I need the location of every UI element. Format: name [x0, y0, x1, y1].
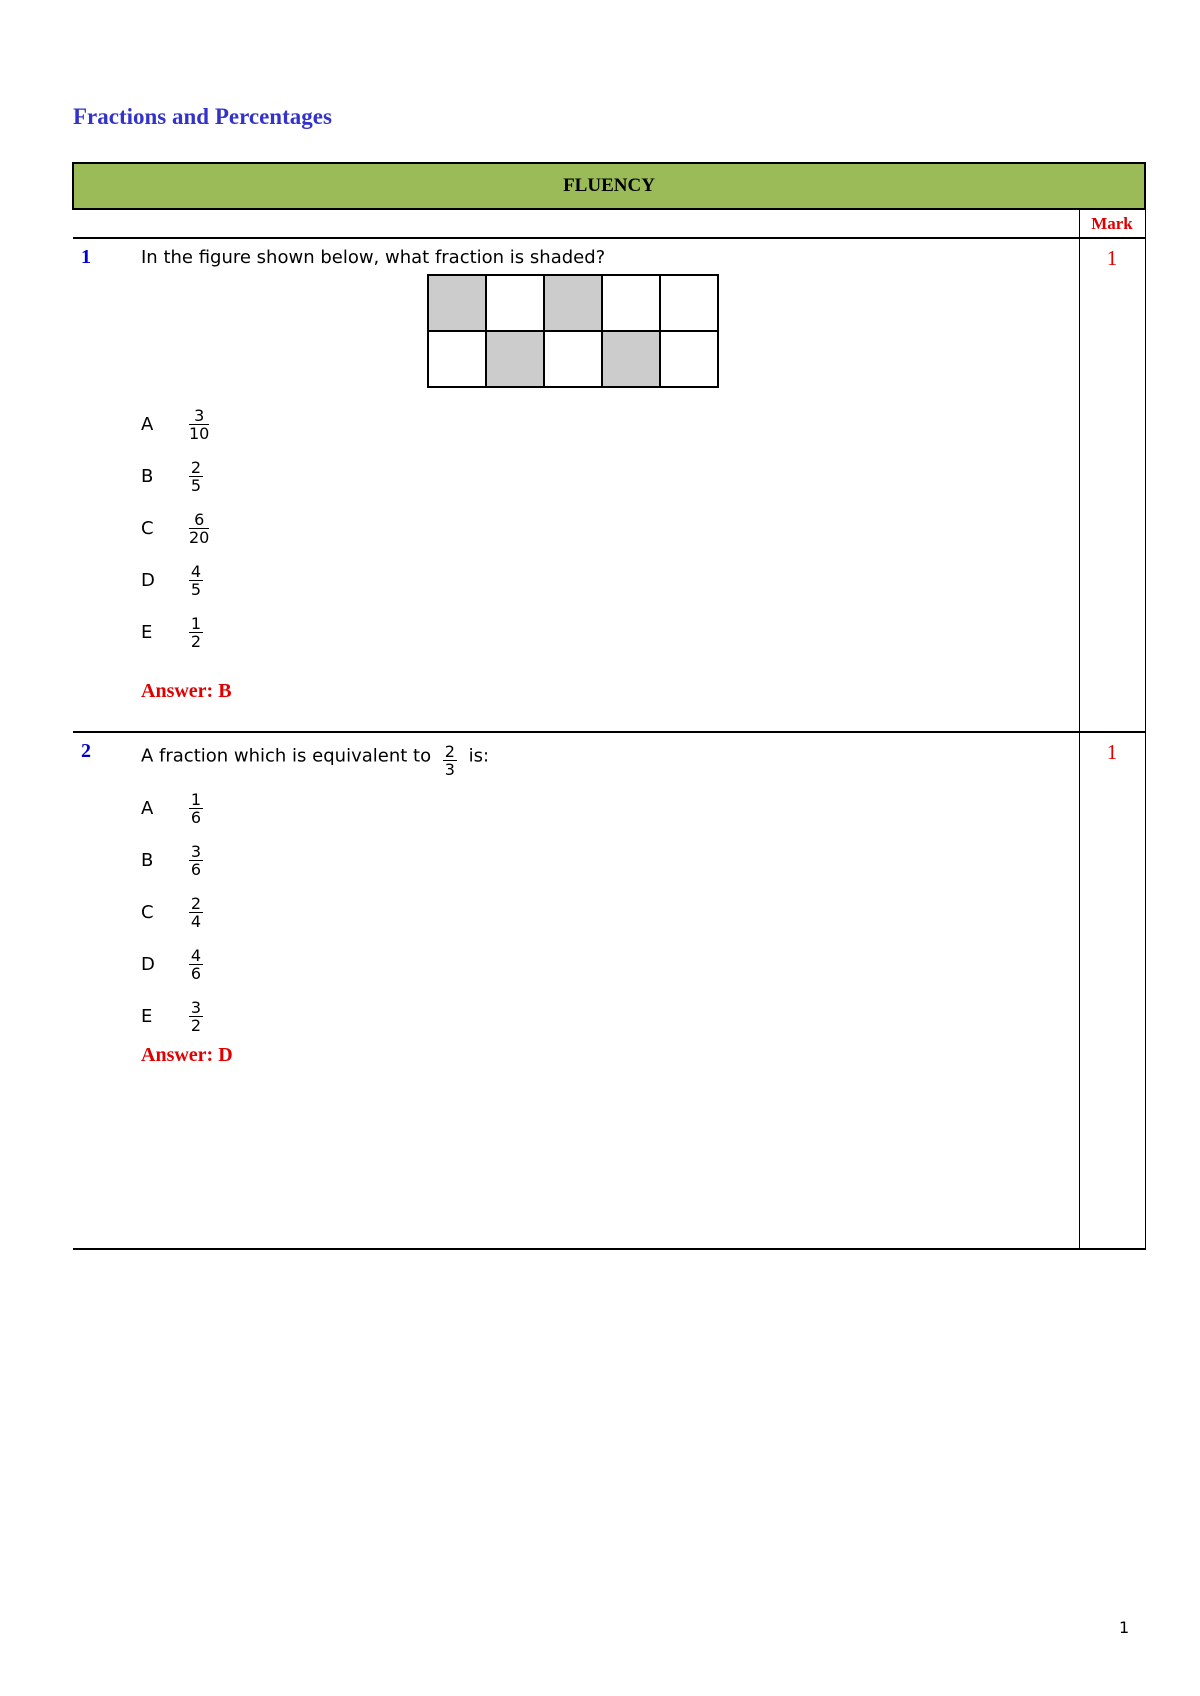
- option-c: [141, 502, 1079, 554]
- denominator: 2: [190, 631, 202, 651]
- denominator: 6: [190, 963, 202, 983]
- option-e: [141, 990, 1079, 1042]
- denominator: 10: [189, 423, 210, 443]
- option-letter: A: [141, 797, 154, 819]
- denominator: 20: [189, 527, 210, 547]
- numerator: 2: [190, 457, 202, 477]
- option-fraction: [189, 791, 203, 826]
- option-d: [141, 554, 1079, 606]
- option-fraction: [189, 407, 209, 442]
- option-fraction: [189, 459, 203, 494]
- question-text-after: is:: [468, 745, 490, 767]
- question-number: 2: [73, 732, 141, 1249]
- question-mark: 1: [1079, 238, 1145, 732]
- grid-cell-shaded: [544, 275, 602, 331]
- option-fraction: [189, 999, 203, 1034]
- grid-cell: [660, 331, 718, 387]
- question-body: [141, 238, 1079, 732]
- question-table: [72, 162, 1146, 1250]
- option-d: [141, 938, 1079, 990]
- option-letter: D: [141, 569, 155, 591]
- mark-header-row: [73, 209, 1145, 238]
- option-fraction: [189, 895, 203, 930]
- option-letter: C: [141, 901, 154, 923]
- inline-fraction: [443, 743, 457, 778]
- option-b: [141, 834, 1079, 886]
- answer-text: Answer: B: [141, 680, 232, 702]
- option-letter: E: [141, 621, 153, 643]
- numerator: 6: [194, 509, 205, 529]
- numerator: 4: [190, 945, 202, 965]
- option-letter: B: [141, 465, 154, 487]
- question-number: 1: [73, 238, 141, 732]
- page-number: 1: [1119, 1618, 1130, 1637]
- option-letter: C: [141, 517, 154, 539]
- numerator: 2: [444, 742, 455, 761]
- answer-text: Answer: D: [141, 1044, 233, 1066]
- denominator: 6: [190, 859, 202, 879]
- question-row: [73, 732, 1145, 1249]
- page-title: Fractions and Percentages: [73, 104, 332, 129]
- denominator: 2: [190, 1015, 202, 1035]
- numerator: 3: [190, 997, 202, 1017]
- shaded-grid-figure: [427, 274, 719, 388]
- option-e: [141, 606, 1079, 658]
- answer-options: [141, 398, 1079, 658]
- option-letter: E: [141, 1005, 153, 1027]
- option-b: [141, 450, 1079, 502]
- option-c: [141, 886, 1079, 938]
- grid-cell: [660, 275, 718, 331]
- numerator: 3: [194, 405, 205, 425]
- mark-header: Mark: [1079, 209, 1145, 238]
- numerator: 4: [190, 561, 202, 581]
- question-mark: 1: [1079, 732, 1145, 1249]
- grid-cell: [428, 331, 486, 387]
- denominator: 3: [444, 760, 455, 779]
- question-text-before: A fraction which is equivalent to: [141, 745, 432, 767]
- numerator: 1: [190, 789, 202, 809]
- denominator: 5: [190, 579, 202, 599]
- section-title: FLUENCY: [73, 163, 1145, 209]
- grid-cell-shaded: [428, 275, 486, 331]
- option-letter: A: [141, 413, 154, 435]
- section-banner: [73, 163, 1145, 209]
- numerator: 2: [190, 893, 202, 913]
- grid-cell-shaded: [486, 331, 544, 387]
- question-text: In the figure shown below, what fraction is shaded?: [141, 247, 606, 268]
- option-a: [141, 782, 1079, 834]
- question-row: [73, 238, 1145, 732]
- numerator: 3: [190, 841, 202, 861]
- numerator: 1: [190, 613, 202, 633]
- answer-options: [141, 782, 1079, 1042]
- denominator: 4: [190, 911, 202, 931]
- option-fraction: [189, 511, 209, 546]
- grid-cell-shaded: [602, 331, 660, 387]
- option-letter: B: [141, 849, 154, 871]
- option-fraction: [189, 563, 203, 598]
- question-text: [141, 739, 1079, 779]
- denominator: 5: [190, 475, 202, 495]
- option-fraction: [189, 947, 203, 982]
- grid-cell: [486, 275, 544, 331]
- denominator: 6: [190, 807, 202, 827]
- grid-cell: [544, 331, 602, 387]
- option-fraction: [189, 615, 203, 650]
- option-letter: D: [141, 953, 155, 975]
- question-body: [141, 732, 1079, 1249]
- grid-cell: [602, 275, 660, 331]
- option-a: [141, 398, 1079, 450]
- option-fraction: [189, 843, 203, 878]
